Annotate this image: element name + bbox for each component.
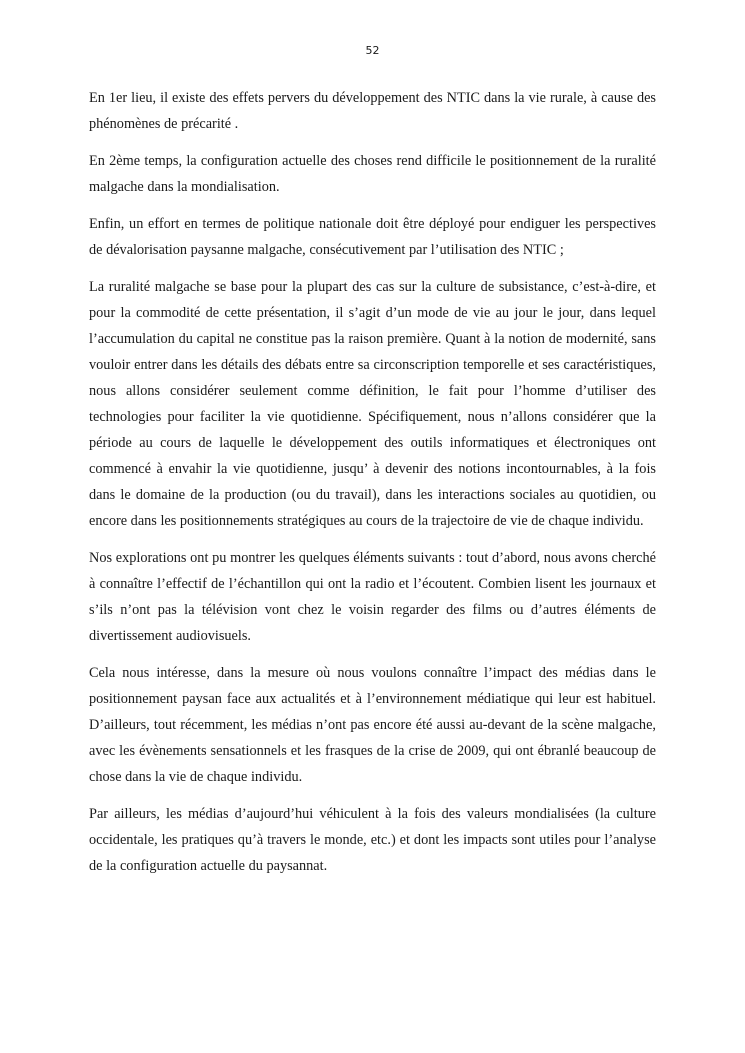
page-number: 52 — [365, 44, 380, 57]
paragraph: La ruralité malgache se base pour la plupart des cas sur la culture de subsistance, c’est-à-dire, et pour la commodité de cette présentation, il s’agit d’un mode de vie au jour le jour, dans lequel l’accumulation du capital ne constitue pas la raison première. Quant à la notion de modernité, sans vouloir entrer dans les détails des débats entre sa circonscription temporelle et ses caractéristiques, nous allons considérer seulement comme définition, le fait pour l’homme d’utiliser des technologies pour faciliter la vie quotidienne. Spécifiquement, nous n’allons considérer que la période au cours de laquelle le développement des outils informatiques et électroniques ont commencé à envahir la vie quotidienne, jusqu’ à devenir des notions incontournables, à la fois dans le domaine de la production (ou du travail), dans les interactions sociales au quotidien, ou encore dans les positionnements stratégiques au cours de la trajectoire de vie de chaque individu. — [89, 279, 656, 529]
paragraph: Enfin, un effort en termes de politique nationale doit être déployé pour endiguer les perspectives de dévalorisation paysanne malgache, consécutivement par l’utilisation des NTIC ; — [89, 216, 656, 258]
paragraph: Nos explorations ont pu montrer les quelques éléments suivants : tout d’abord, nous avons cherché à connaître l’effectif de l’échantillon qui ont la radio et l’écoutent. Combien lisent les journaux et s’ils n’ont pas la télévision vont chez le voisin regarder des films ou d’autres éléments de divertissement audiovisuels. — [89, 550, 656, 644]
paragraph: En 2ème temps, la configuration actuelle des choses rend difficile le positionnement de la ruralité malgache dans la mondialisation. — [89, 153, 656, 195]
body-text — [89, 85, 656, 890]
paragraph: Par ailleurs, les médias d’aujourd’hui véhiculent à la fois des valeurs mondialisées (la culture occidentale, les pratiques qu’à travers le monde, etc.) et dont les impacts sont utiles pour l’analyse de la configuration actuelle du paysannat. — [89, 806, 656, 874]
paragraph: Cela nous intéresse, dans la mesure où nous voulons connaître l’impact des médias dans le positionnement paysan face aux actualités et à l’environnement médiatique qui leur est habituel. D’ailleurs, tout récemment, les médias n’ont pas encore été aussi au-devant de la scène malgache, avec les évènements sensationnels et les frasques de la crise de 2009, qui ont ébranlé beaucoup de chose dans la vie de chaque individu. — [89, 665, 656, 785]
paragraph: En 1er lieu, il existe des effets pervers du développement des NTIC dans la vie rurale, à cause des phénomènes de précarité . — [89, 90, 656, 132]
